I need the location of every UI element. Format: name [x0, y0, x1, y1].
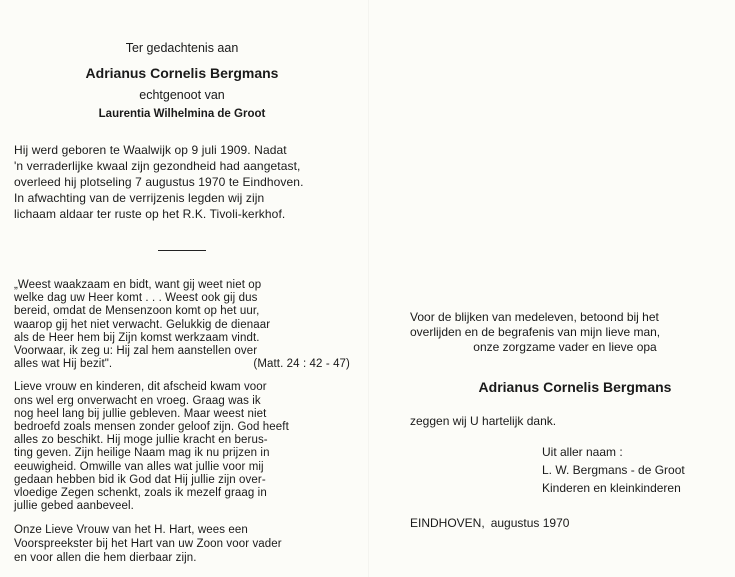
signoff-label: Uit aller naam : — [542, 445, 623, 459]
scripture-quote — [14, 279, 350, 371]
prayer-line: en voor allen die hem dierbaar zijn. — [14, 552, 197, 565]
family-line: eeuwigheid. Omwille van alles wat jullie voor mij — [14, 460, 264, 473]
thanks-line: onze zorgzame vader en lieve opa — [473, 340, 657, 354]
quote-line: „Weest waakzaam en bidt, want gij weet niet op — [14, 279, 262, 291]
thanks-closing: zeggen wij U hartelijk dank. — [410, 414, 557, 428]
family-line: vloedige Zegen schenkt, zoals ik mezelf graag in — [14, 487, 267, 500]
quote-line: Voorwaar, ik zeg u: Hij zal hem aanstellen over — [14, 345, 258, 358]
prayer-line: Voorspreekster bij het Hart van uw Zoon voor vader — [14, 538, 282, 551]
bio-line: Hij werd geboren te Waalwijk op 9 juli 1909. Nadat — [14, 143, 287, 157]
thanks-paragraph — [410, 310, 720, 355]
family-line: gedaan hebben bid ik God dat Hij jullie zijn over- — [14, 473, 266, 486]
place-date — [410, 516, 720, 531]
signoff-block — [542, 443, 720, 497]
bio-line: In afwachting van de verrijzenis legden wij zijn — [14, 191, 265, 205]
bio-line: lichaam aldaar ter ruste op het R.K. Tivoli-kerkhof. — [14, 207, 286, 221]
signoff-name: L. W. Bergmans - de Groot — [542, 463, 685, 477]
quote-last-line-row — [14, 358, 350, 371]
quote-line: alles wat Hij bezit". — [14, 358, 113, 371]
quote-line: als de Heer hem bij Zijn komst werkzaam vindt. — [14, 331, 260, 344]
spouse-name: Laurentia Wilhelmina de Groot — [98, 108, 266, 120]
thanks-deceased-name: Adrianus Cornelis Bergmans — [478, 379, 672, 395]
thanks-line: Voor de blijken van medeleven, betoond bij het — [410, 310, 659, 324]
quote-line: waarop gij het niet verwacht. Gelukkig de dienaar — [14, 318, 271, 331]
quote-reference: (Matt. 24 : 42 - 47) — [253, 358, 350, 371]
place: EINDHOVEN, — [410, 516, 485, 530]
spouse-label: echtgenoot van — [139, 88, 225, 102]
quote-line: bereid, omdat de Mensenzoon komt op het uur, — [14, 305, 260, 318]
thanks-line: overlijden en de begrafenis van mijn lieve man, — [410, 325, 661, 339]
family-line: ons wel erg onverwacht en vroeg. Graag was ik — [14, 394, 261, 407]
prayer-line: Onze Lieve Vrouw van het H. Hart, wees een — [14, 524, 248, 537]
deceased-name: Adrianus Cornelis Bergmans — [85, 65, 279, 81]
bio-line: 'n verraderlijke kwaal zijn gezondheid had aangetast, — [14, 159, 301, 173]
family-line: alles zo beschikt. Hij moge jullie kracht en berus- — [14, 434, 268, 447]
intro-text: Ter gedachtenis aan — [125, 41, 239, 55]
family-line: bedroefd zoals mensen zonder geloof zijn. God heeft — [14, 421, 289, 434]
divider-rule — [158, 250, 206, 251]
card-fold — [368, 0, 369, 577]
family-line: Lieve vrouw en kinderen, dit afscheid kwam voor — [14, 381, 267, 394]
left-panel — [14, 40, 350, 565]
family-line: jullie gebed aanbeveel. — [14, 500, 134, 513]
prayer-paragraph — [14, 523, 350, 565]
biography-paragraph — [14, 142, 350, 222]
signoff-family: Kinderen en kleinkinderen — [542, 481, 681, 495]
quote-line: welke dag uw Heer komt . . . Weest ook gij dus — [14, 292, 258, 305]
date: augustus 1970 — [490, 516, 570, 530]
family-line: ting geven. Zijn heilige Naam mag ik nu prijzen in — [14, 447, 270, 460]
bio-line: overleed hij plotseling 7 augustus 1970 te Eindhoven. — [14, 175, 304, 189]
family-line: nog heel lang bij jullie gebleven. Maar weest niet — [14, 407, 267, 420]
family-message — [14, 381, 350, 513]
right-panel — [410, 310, 720, 531]
